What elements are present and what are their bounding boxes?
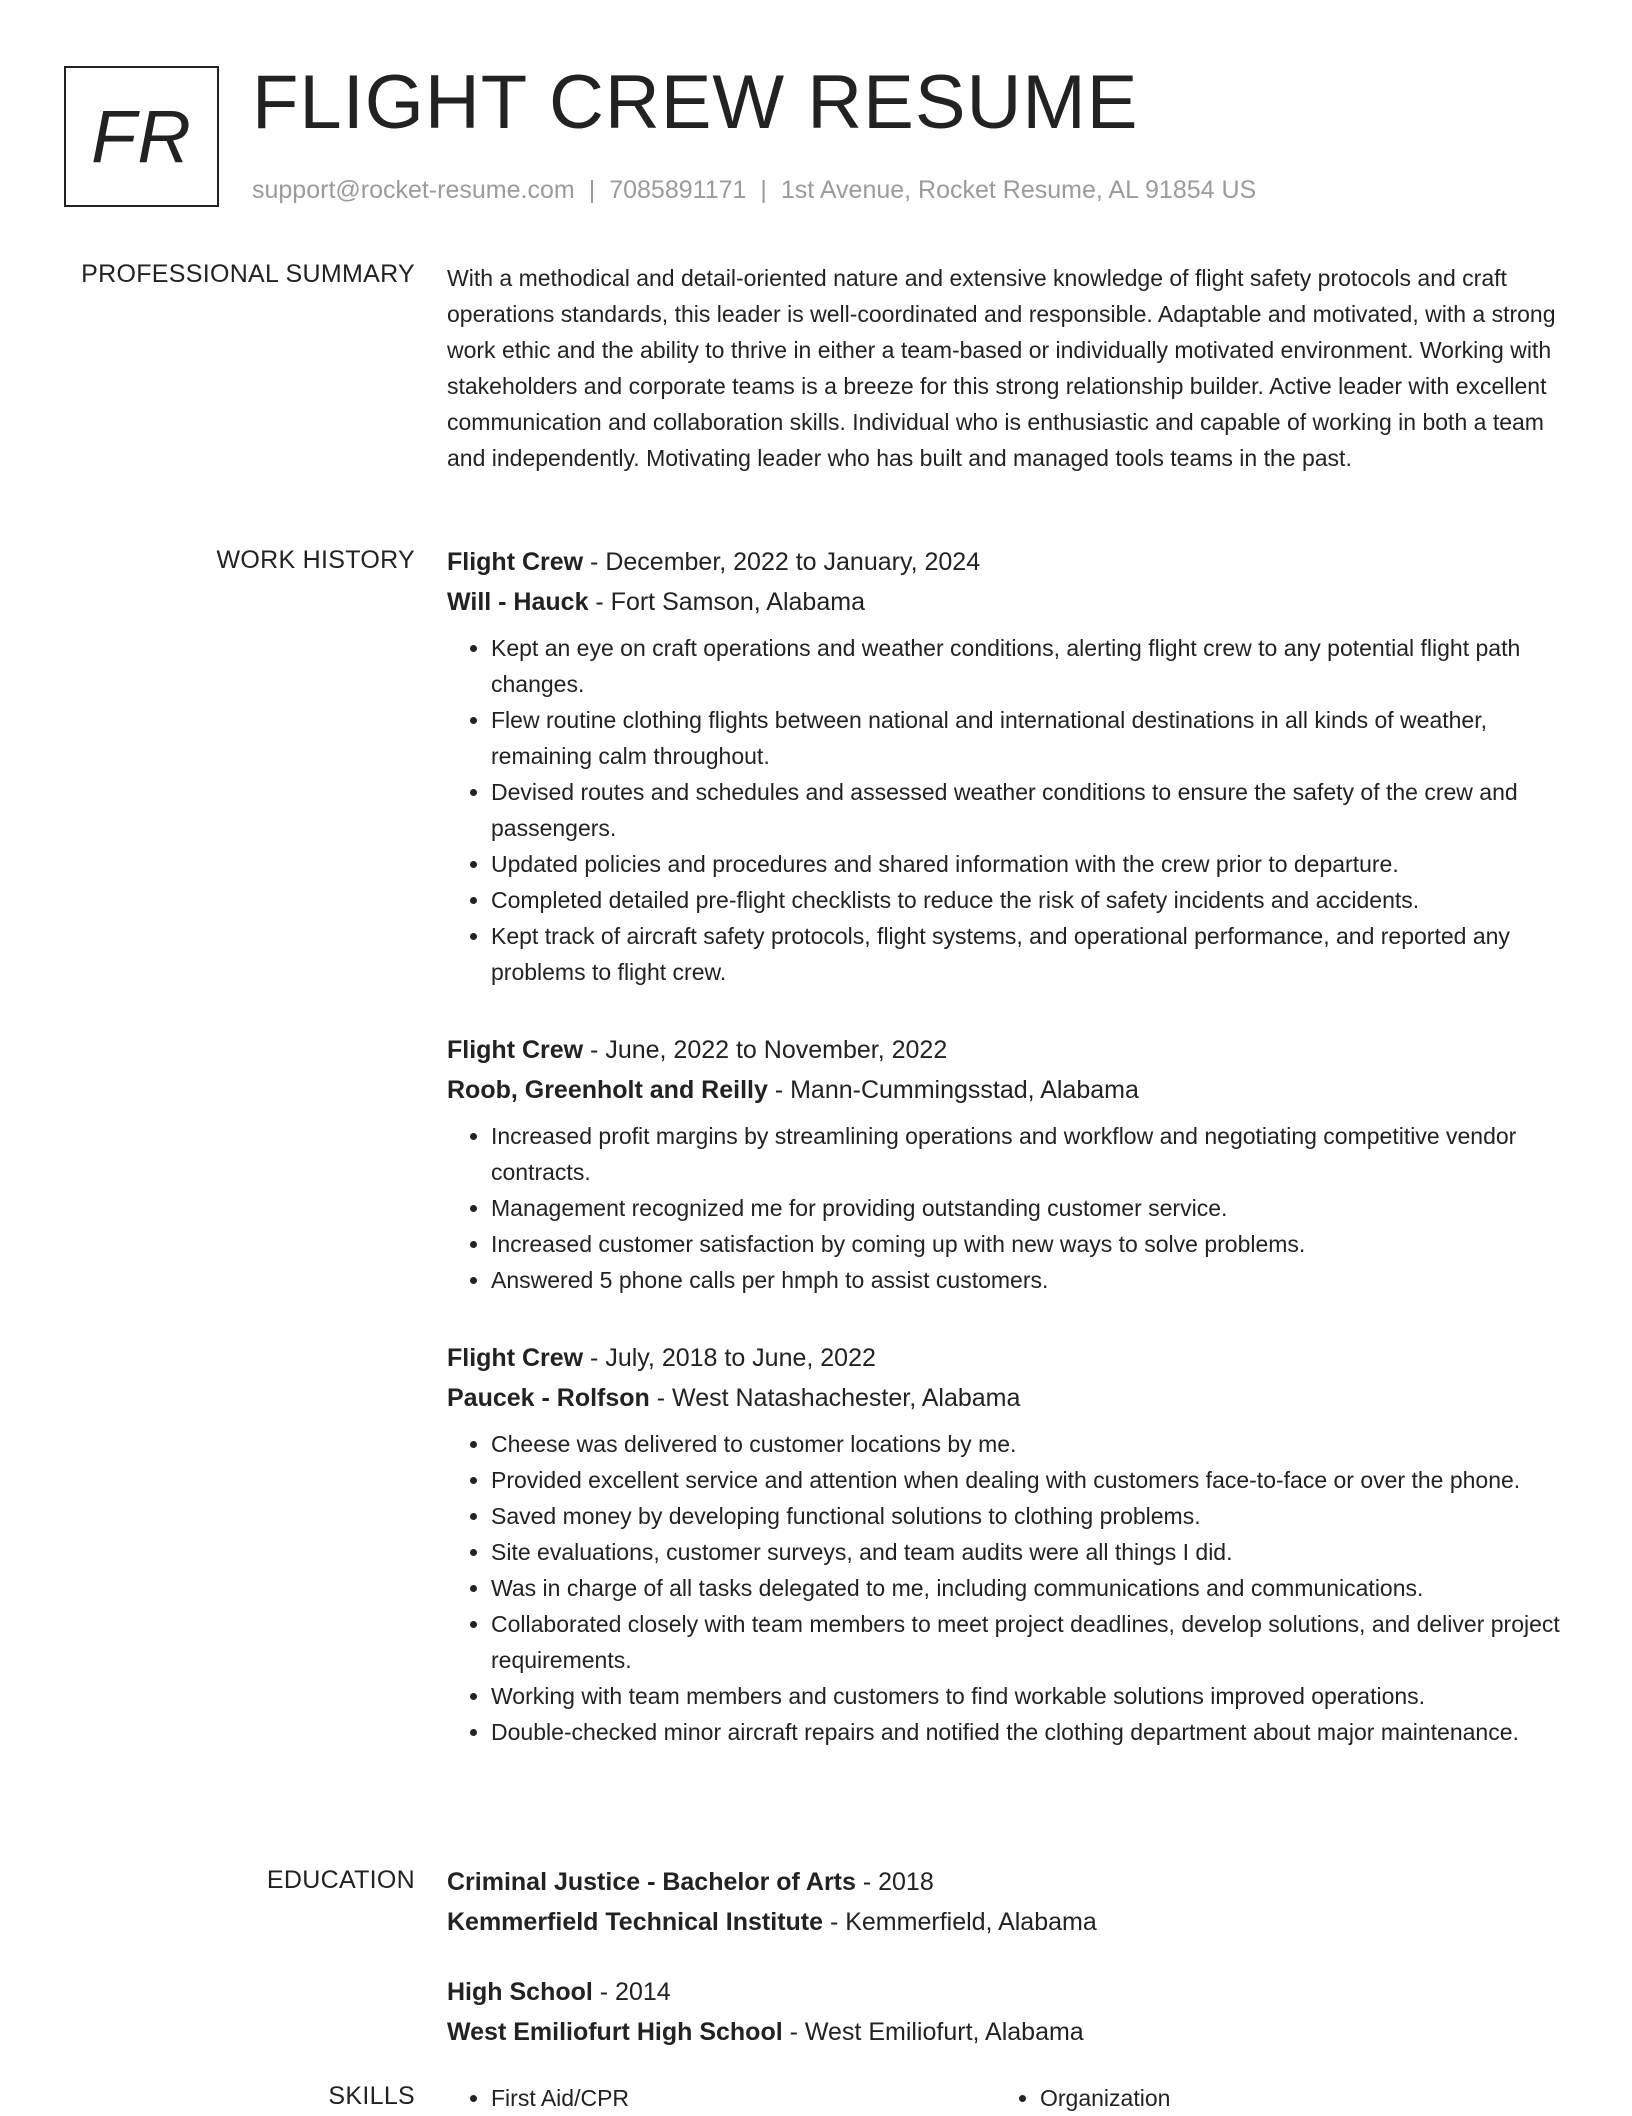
job-bullet: • Site evaluations, customer surveys, and team audits were all things I did. (491, 1534, 1569, 1570)
job-bullet: • Kept track of aircraft safety protocols, flight systems, and operational performance, and reported any problems to flight crew. (491, 918, 1569, 990)
job-bullet: • Saved money by developing functional solutions to clothing problems. (491, 1498, 1569, 1534)
education-school-line (447, 1902, 1569, 1942)
job-location: - Mann-Cummingsstad, Alabama (767, 1076, 1139, 1104)
job-entry (447, 1338, 1569, 1750)
education-degree: Criminal Justice - Bachelor of Arts (447, 1868, 856, 1896)
job-bullets (447, 1426, 1569, 1750)
job-entry (447, 542, 1569, 990)
job-company: Roob, Greenholt and Reilly (447, 1076, 768, 1104)
skill-item: • First Aid/CPR (491, 2080, 996, 2116)
job-title: Flight Crew (447, 1344, 584, 1372)
job-bullet: • Increased profit margins by streamlining operations and workflow and negotiating competitive vendor contracts. (491, 1118, 1569, 1190)
education-location: - Kemmerfield, Alabama (823, 1908, 1097, 1936)
contact-address: 1st Avenue, Rocket Resume, AL 91854 US (780, 176, 1257, 204)
job-title: Flight Crew (447, 548, 584, 576)
section-heading: WORK HISTORY (216, 546, 415, 574)
job-title-line (447, 542, 1569, 582)
education-school: Kemmerfield Technical Institute (447, 1908, 824, 1936)
skill-item: • Organization (1040, 2080, 1545, 2116)
education-entry (447, 1862, 1569, 1942)
job-company: Will - Hauck (447, 588, 589, 616)
job-bullet: • Devised routes and schedules and assessed weather conditions to ensure the safety of the crew and passengers. (491, 774, 1569, 846)
education-year: - 2018 (855, 1868, 934, 1896)
job-bullet: • Completed detailed pre-flight checklists to reduce the risk of safety incidents and accidents. (491, 882, 1569, 918)
job-dates: - July, 2018 to June, 2022 (583, 1344, 876, 1372)
job-bullet: • Double-checked minor aircraft repairs and notified the clothing department about major maintenance. (491, 1714, 1569, 1750)
section-heading: SKILLS (328, 2082, 415, 2110)
education-school: West Emiliofurt High School (447, 2018, 783, 2046)
job-entry (447, 1030, 1569, 1298)
job-bullet: • Cheese was delivered to customer locations by me. (491, 1426, 1569, 1462)
job-title-line (447, 1338, 1569, 1378)
job-dates: - December, 2022 to January, 2024 (583, 548, 981, 576)
job-bullet: • Management recognized me for providing outstanding customer service. (491, 1190, 1569, 1226)
education-school-line (447, 2012, 1569, 2052)
job-bullet: • Collaborated closely with team members to meet project deadlines, develop solutions, and deliver project requirements. (491, 1606, 1569, 1678)
job-bullets (447, 1118, 1569, 1298)
job-title: Flight Crew (447, 1036, 584, 1064)
contact-email[interactable]: support@rocket-resume.com (252, 176, 575, 204)
job-company-line (447, 582, 1569, 622)
skills-column-right (996, 2080, 1545, 2116)
contact-separator: | (760, 176, 767, 204)
job-bullet: • Working with team members and customers to find workable solutions improved operations. (491, 1678, 1569, 1714)
contact-separator: | (588, 176, 596, 204)
job-location: - Fort Samson, Alabama (588, 588, 865, 616)
education-degree-line (447, 1862, 1569, 1902)
section-heading: PROFESSIONAL SUMMARY (81, 260, 415, 288)
job-bullets (447, 630, 1569, 990)
monogram-initials: FR (91, 95, 192, 178)
contact-line (252, 175, 1256, 205)
job-bullet: • Increased customer satisfaction by coming up with new ways to solve problems. (491, 1226, 1569, 1262)
section-heading: EDUCATION (266, 1866, 415, 1894)
job-location: - West Natashachester, Alabama (649, 1384, 1021, 1412)
education-degree: High School (447, 1978, 593, 2006)
job-bullet: • Provided excellent service and attention when dealing with customers face-to-face or over the phone. (491, 1462, 1569, 1498)
job-bullet: • Answered 5 phone calls per hmph to assist customers. (491, 1262, 1569, 1298)
skills-list (447, 2080, 1569, 2116)
skills-column-left (447, 2080, 996, 2116)
monogram-box (64, 66, 219, 207)
job-dates: - June, 2022 to November, 2022 (583, 1036, 948, 1064)
job-title-line (447, 1030, 1569, 1070)
contact-phone[interactable]: 7085891171 (609, 176, 747, 204)
summary-text: With a methodical and detail-oriented nature and extensive knowledge of flight safety protocols and craft operations standards, this leader is well-coordinated and responsible. Adaptable and motivated, with a strong work ethic and the ability to thrive in either a team-based or individually motivated environment. Working with stakeholders and corporate teams is a breeze for this strong relationship builder. Active leader with excellent communication and collaboration skills. Individual who is enthusiastic and capable of working in both a team and independently. Motivating leader who has built and managed tools teams in the past. (447, 265, 1556, 471)
job-company-line (447, 1378, 1569, 1418)
job-company-line (447, 1070, 1569, 1110)
job-bullet: • Flew routine clothing flights between national and international destinations in all kinds of weather, remaining calm throughout. (491, 702, 1569, 774)
job-bullet: • Was in charge of all tasks delegated to me, including communications and communications. (491, 1570, 1569, 1606)
education-degree-line (447, 1972, 1569, 2012)
job-company: Paucek - Rolfson (447, 1384, 650, 1412)
resume-title: FLIGHT CREW RESUME (252, 60, 1139, 145)
education-year: - 2014 (592, 1978, 671, 2006)
job-bullet: • Updated policies and procedures and shared information with the crew prior to departure. (491, 846, 1569, 882)
job-bullet: • Kept an eye on craft operations and weather conditions, alerting flight crew to any potential flight path changes. (491, 630, 1569, 702)
education-entry (447, 1972, 1569, 2052)
education-location: - West Emiliofurt, Alabama (782, 2018, 1084, 2046)
